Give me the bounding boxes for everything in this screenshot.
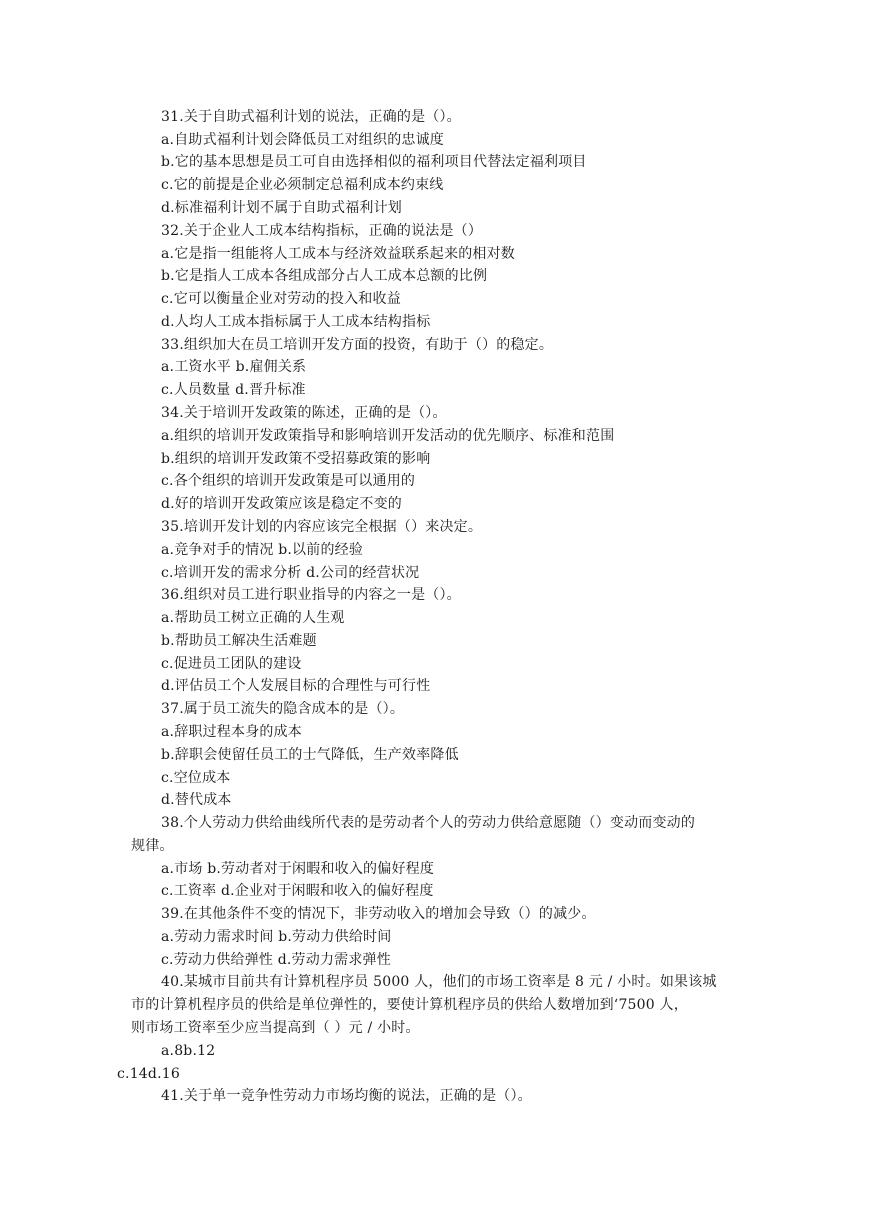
question-36-option-b: b.帮助员工解决生活难题 — [161, 633, 317, 649]
question-35-options-cd: c.培训开发的需求分析 d.公司的经营状况 — [161, 565, 420, 581]
question-38-options-ab: a.市场 b.劳动者对于闲暇和收入的偏好程度 — [161, 861, 435, 877]
question-31-stem: 31.关于自助式福利计划的说法，正确的是（）。 — [161, 109, 461, 125]
question-34-option-a: a.组织的培训开发政策指导和影响培训开发活动的优先顺序、标准和范围 — [161, 428, 615, 444]
question-32-stem: 32.关于企业人工成本结构指标，正确的说法是（） — [161, 223, 483, 239]
question-40-options-cd: c.14d.16 — [117, 1066, 180, 1082]
question-41-stem: 41.关于单一竞争性劳动力市场均衡的说法，正确的是（）。 — [161, 1088, 532, 1104]
question-32-option-c: c.它可以衡量企业对劳动的投入和收益 — [161, 291, 401, 307]
question-31-option-c: c.它的前提是企业必须制定总福利成本约束线 — [161, 177, 444, 193]
question-31-option-b: b.它的基本思想是员工可自由选择相似的福利项目代替法定福利项目 — [161, 154, 587, 170]
question-35-stem: 35.培训开发计划的内容应该完全根据（）来决定。 — [161, 519, 483, 535]
question-37-option-c: c.空位成本 — [161, 770, 231, 786]
question-32-option-b: b.它是指人工成本各组成部分占人工成本总额的比例 — [161, 268, 488, 284]
question-35-options-ab: a.竞争对手的情况 b.以前的经验 — [161, 542, 364, 558]
question-34-stem: 34.关于培训开发政策的陈述，正确的是（）。 — [161, 405, 447, 421]
question-33-stem: 33.组织加大在员工培训开发方面的投资，有助于（）的稳定。 — [161, 337, 554, 353]
question-34-option-b: b.组织的培训开发政策不受招募政策的影响 — [161, 451, 431, 467]
question-32-option-d: d.人均人工成本指标属于人工成本结构指标 — [161, 314, 431, 330]
question-36-option-a: a.帮助员工树立正确的人生观 — [161, 610, 345, 626]
question-37-stem: 37.属于员工流失的隐含成本的是（）。 — [161, 701, 405, 717]
question-40-stem-line-2: 市的计算机程序员的供给是单位弹性的，要使计算机程序员的供给人数增加到‘7500 人， — [131, 997, 688, 1013]
question-31-option-d: d.标准福利计划不属于自助式福利计划 — [161, 200, 403, 216]
question-39-stem: 39.在其他条件不变的情况下，非劳动收入的增加会导致（）的减少。 — [161, 906, 596, 922]
question-40-stem-line-3: 则市场工资率至少应当提高到（ ）元 / 小时。 — [131, 1020, 420, 1036]
question-39-options-cd: c.劳动力供给弹性 d.劳动力需求弹性 — [161, 952, 391, 968]
question-31-option-a: a.自助式福利计划会降低员工对组织的忠诚度 — [161, 132, 444, 148]
question-34-option-c: c.各个组织的培训开发政策是可以通用的 — [161, 473, 416, 489]
question-33-options-ab: a.工资水平 b.雇佣关系 — [161, 359, 307, 375]
question-32-option-a: a.它是指一组能将人工成本与经济效益联系起来的相对数 — [161, 246, 515, 262]
question-38-stem-line-1: 38.个人劳动力供给曲线所代表的是劳动者个人的劳动力供给意愿随（）变动而变动的 — [161, 815, 696, 831]
question-33-options-cd: c.人员数量 d.晋升标准 — [161, 382, 306, 398]
question-38-options-cd: c.工资率 d.企业对于闲暇和收入的偏好程度 — [161, 883, 434, 899]
question-36-option-c: c.促进员工团队的建设 — [161, 656, 302, 672]
question-37-option-a: a.辞职过程本身的成本 — [161, 724, 302, 740]
question-40-stem-line-1: 40.某城市目前共有计算机程序员 5000 人，他们的市场工资率是 8 元 / 小时。如果该城 — [161, 974, 717, 990]
question-37-option-d: d.替代成本 — [161, 792, 232, 808]
question-34-option-d: d.好的培训开发政策应该是稳定不变的 — [161, 496, 403, 512]
question-37-option-b: b.辞职会使留任员工的士气降低，生产效率降低 — [161, 747, 459, 763]
question-36-option-d: d.评估员工个人发展目标的合理性与可行性 — [161, 678, 431, 694]
question-36-stem: 36.组织对员工进行职业指导的内容之一是（）。 — [161, 587, 461, 603]
question-38-stem-line-2: 规律。 — [131, 838, 174, 854]
question-40-options-ab: a.8b.12 — [161, 1043, 216, 1059]
question-39-options-ab: a.劳动力需求时间 b.劳动力供给时间 — [161, 929, 392, 945]
